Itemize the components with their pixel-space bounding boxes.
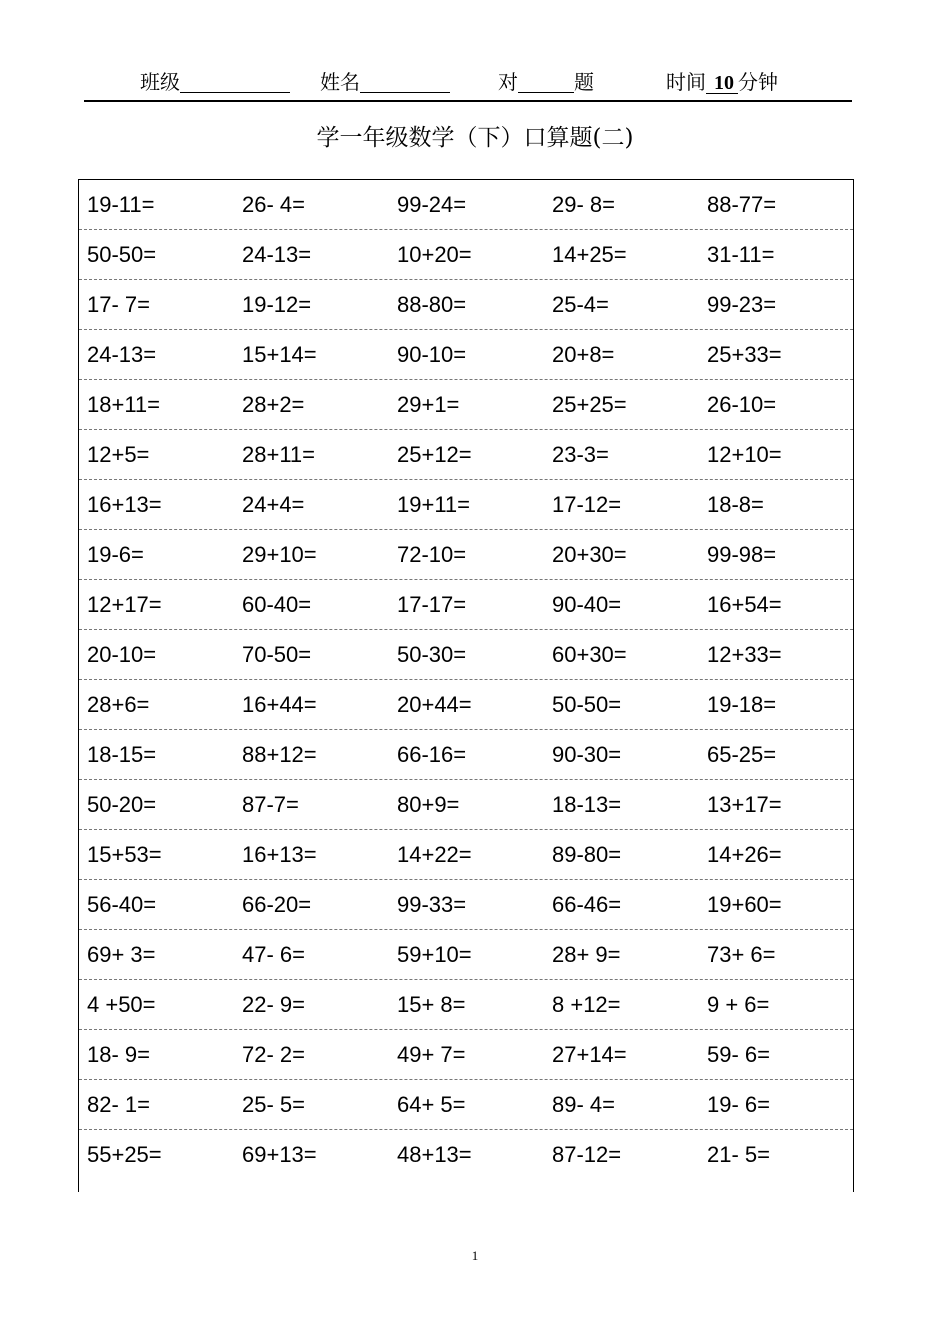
problem-row — [79, 330, 853, 380]
worksheet-header — [84, 64, 852, 102]
problem-cell: 8 +12= — [552, 992, 621, 1017]
problem-cell: 60+30= — [552, 642, 627, 667]
problem-cell: 88+12= — [242, 742, 317, 767]
problem-cell: 15+ 8= — [397, 992, 466, 1017]
problem-cell: 27+14= — [552, 1042, 627, 1067]
problem-cell: 29+1= — [397, 392, 460, 417]
problem-cell: 19- 6= — [707, 1092, 770, 1117]
problem-row — [79, 830, 853, 880]
problem-cell: 16+13= — [87, 492, 162, 517]
problem-cell: 15+53= — [87, 842, 162, 867]
problem-cell: 87-7= — [242, 792, 299, 817]
problem-cell: 16+54= — [707, 592, 782, 617]
problem-cell: 20+44= — [397, 692, 472, 717]
name-field — [320, 70, 450, 94]
problem-cell: 20+8= — [552, 342, 615, 367]
problem-grid — [78, 179, 854, 1192]
problem-cell: 18-8= — [707, 492, 764, 517]
problem-cell: 88-77= — [707, 192, 777, 217]
problem-cell: 50-50= — [552, 692, 622, 717]
correct-label: 对 — [498, 70, 518, 94]
problem-cell: 29- 8= — [552, 192, 615, 217]
problem-cell: 18- 9= — [87, 1042, 150, 1067]
score-blank[interactable] — [518, 72, 574, 93]
problem-row — [79, 380, 853, 430]
problem-cell: 12+33= — [707, 642, 782, 667]
problem-cell: 72-10= — [397, 542, 467, 567]
problem-cell: 19+60= — [707, 892, 782, 917]
problem-row — [79, 580, 853, 630]
problem-cell: 16+13= — [242, 842, 317, 867]
problem-row — [79, 1080, 853, 1130]
problem-cell: 66-46= — [552, 892, 622, 917]
problem-row — [79, 630, 853, 680]
page-number: 1 — [471, 1248, 479, 1263]
problem-cell: 59+10= — [397, 942, 472, 967]
problem-cell: 29+10= — [242, 542, 317, 567]
problem-row — [79, 1130, 853, 1192]
problem-cell: 25+12= — [397, 442, 472, 467]
problem-cell: 24+4= — [242, 492, 305, 517]
problem-cell: 80+9= — [397, 792, 460, 817]
problem-cell: 82- 1= — [87, 1092, 150, 1117]
problem-cell: 99-33= — [397, 892, 467, 917]
problem-cell: 90-10= — [397, 342, 467, 367]
problem-cell: 24-13= — [87, 342, 157, 367]
problem-cell: 16+44= — [242, 692, 317, 717]
problem-cell: 18-15= — [87, 742, 157, 767]
problem-cell: 28+6= — [87, 692, 150, 717]
problem-cell: 70-50= — [242, 642, 312, 667]
problem-cell: 20+30= — [552, 542, 627, 567]
problem-cell: 99-24= — [397, 192, 467, 217]
score-field — [498, 70, 594, 94]
problem-cell: 19-6= — [87, 542, 144, 567]
problem-cell: 89-80= — [552, 842, 622, 867]
problem-cell: 88-80= — [397, 292, 467, 317]
time-field — [666, 70, 778, 94]
problem-cell: 90-40= — [552, 592, 622, 617]
problem-cell: 12+10= — [707, 442, 782, 467]
problem-cell: 72- 2= — [242, 1042, 305, 1067]
problem-cell: 17-12= — [552, 492, 622, 517]
problem-cell: 50-50= — [87, 242, 157, 267]
problem-cell: 50-30= — [397, 642, 467, 667]
problem-cell: 25- 5= — [242, 1092, 305, 1117]
problem-cell: 12+5= — [87, 442, 150, 467]
problem-cell: 13+17= — [707, 792, 782, 817]
problem-row — [79, 980, 853, 1030]
problem-cell: 60-40= — [242, 592, 312, 617]
problem-row — [79, 230, 853, 280]
problem-row — [79, 930, 853, 980]
problem-cell: 48+13= — [397, 1142, 472, 1167]
problem-cell: 99-23= — [707, 292, 777, 317]
name-label: 姓名 — [320, 70, 360, 94]
problem-row — [79, 1030, 853, 1080]
problem-cell: 17-17= — [397, 592, 467, 617]
time-value: 10 — [706, 73, 738, 94]
problem-row — [79, 480, 853, 530]
problem-cell: 25+33= — [707, 342, 782, 367]
minute-label: 分钟 — [738, 70, 778, 94]
problem-cell: 64+ 5= — [397, 1092, 466, 1117]
problem-cell: 15+14= — [242, 342, 317, 367]
problem-cell: 90-30= — [552, 742, 622, 767]
problem-cell: 23-3= — [552, 442, 609, 467]
problem-cell: 55+25= — [87, 1142, 162, 1167]
time-label: 时间 — [666, 70, 706, 94]
problem-cell: 24-13= — [242, 242, 312, 267]
name-blank[interactable] — [360, 72, 450, 93]
problem-row — [79, 280, 853, 330]
problem-cell: 14+25= — [552, 242, 627, 267]
problem-cell: 25+25= — [552, 392, 627, 417]
problem-cell: 14+22= — [397, 842, 472, 867]
problem-cell: 59- 6= — [707, 1042, 770, 1067]
problem-cell: 49+ 7= — [397, 1042, 466, 1067]
problem-cell: 99-98= — [707, 542, 777, 567]
problem-cell: 26-10= — [707, 392, 777, 417]
problem-cell: 50-20= — [87, 792, 157, 817]
problem-cell: 66-20= — [242, 892, 312, 917]
problem-cell: 69+ 3= — [87, 942, 156, 967]
problem-cell: 19-12= — [242, 292, 312, 317]
problem-cell: 18-13= — [552, 792, 622, 817]
problem-cell: 10+20= — [397, 242, 472, 267]
problem-row — [79, 430, 853, 480]
worksheet-title: 学一年级数学（下）口算题(二) — [316, 125, 634, 151]
problem-cell: 21- 5= — [707, 1142, 770, 1167]
problem-cell: 56-40= — [87, 892, 157, 917]
class-blank[interactable] — [180, 72, 290, 93]
problem-cell: 19-11= — [87, 192, 155, 217]
problem-cell: 28+2= — [242, 392, 305, 417]
problem-cell: 28+ 9= — [552, 942, 621, 967]
problem-cell: 65-25= — [707, 742, 777, 767]
problem-cell: 20-10= — [87, 642, 157, 667]
problem-cell: 19+11= — [397, 492, 471, 517]
problem-cell: 47- 6= — [242, 942, 305, 967]
problem-cell: 69+13= — [242, 1142, 317, 1167]
class-field — [140, 70, 290, 94]
problem-cell: 66-16= — [397, 742, 467, 767]
question-label: 题 — [574, 70, 594, 94]
problem-cell: 26- 4= — [242, 192, 305, 217]
problem-cell: 25-4= — [552, 292, 609, 317]
problem-cell: 14+26= — [707, 842, 782, 867]
problem-cell: 87-12= — [552, 1142, 622, 1167]
problem-cell: 89- 4= — [552, 1092, 615, 1117]
problem-row — [79, 780, 853, 830]
problem-cell: 4 +50= — [87, 992, 156, 1017]
problem-cell: 12+17= — [87, 592, 162, 617]
problem-cell: 18+11= — [87, 392, 161, 417]
problem-cell: 9 + 6= — [707, 992, 770, 1017]
problem-row — [79, 680, 853, 730]
problem-cell: 31-11= — [707, 242, 775, 267]
problem-row — [79, 880, 853, 930]
problem-cell: 17- 7= — [87, 292, 150, 317]
problem-cell: 22- 9= — [242, 992, 305, 1017]
problem-cell: 73+ 6= — [707, 942, 776, 967]
class-label: 班级 — [140, 70, 180, 94]
problem-row — [79, 180, 853, 230]
problem-row — [79, 530, 853, 580]
problem-cell: 19-18= — [707, 692, 777, 717]
problem-cell: 28+11= — [242, 442, 316, 467]
problem-row — [79, 730, 853, 780]
